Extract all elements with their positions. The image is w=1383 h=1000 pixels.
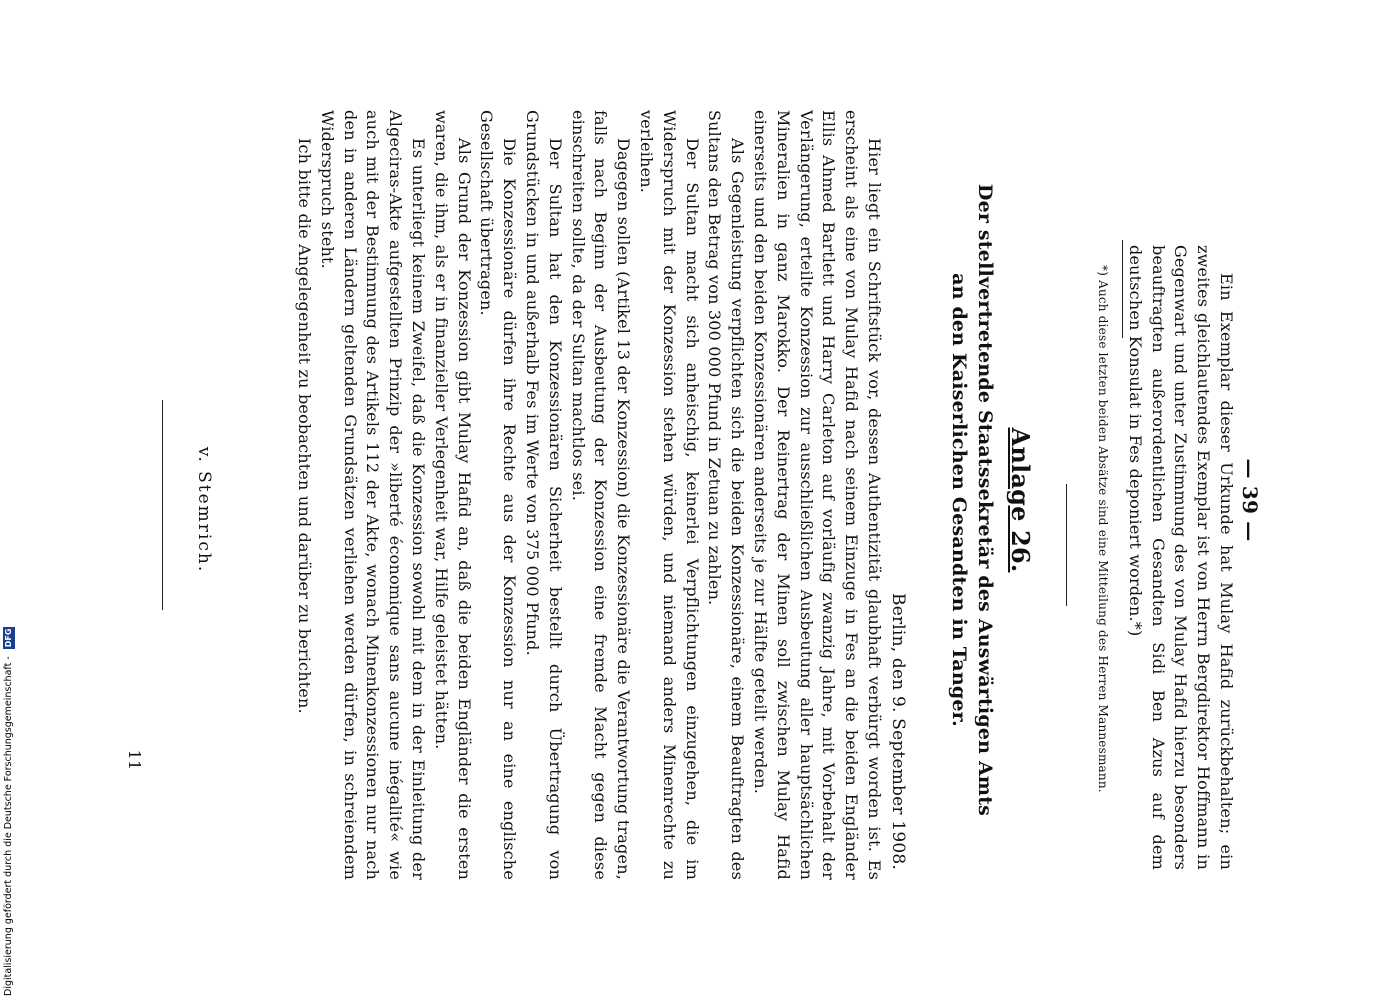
scan-credit-label: Digitalisierung gefördert durch die Deutsche Forschungsgemeinschaft -: [3, 656, 14, 996]
footnote-divider: [1122, 240, 1123, 338]
paragraph-8: Es unterliegt keinem Zweifel, daß die Konzession sowohl mit dem in der Einleitung der Algeciras-Akte aufgestellten Prinzip der »liberté économique sans aucune inégalité« wie auch mit der Bestimmung des Artikels 112 der Akte, wonach Minenkonzessionen nur nach den in anderen Ländern geltenden Grundsätzen verliehen werden dürfen, in schreiendem Widerspruch steht.: [317, 110, 429, 880]
sheet-number: 11: [125, 749, 144, 771]
paragraph-9: Ich bitte die Angelegenheit zu beobachten und darüber zu berichten.: [295, 138, 315, 714]
annex-subtitle-line-1: Der stellvertretende Staatssekretär des Auswärtigen Amts: [974, 183, 996, 817]
letter-body: [292, 110, 885, 880]
scan-credit-text: [0, 604, 18, 996]
paragraph-5: Der Sultan hat den Konzessionären Sicherheit bestellt durch Übertragung von Grundstücken in und außerhalb Fes im Werte von 375 000 Pfund.: [523, 110, 565, 880]
paragraph-4: Dagegen sollen (Artikel 13 der Konzession) die Konzessionäre die Verantwortung tragen, falls nach Beginn der Ausbeutung der Konzession eine fremde Macht gegen diese einschreiten sollte, da der Sultan machtlos sei.: [568, 110, 634, 880]
scan-credit: [0, 604, 18, 996]
dfg-logo-icon: DFG: [3, 628, 13, 648]
paragraph-6: Die Konzessionäre dürfen ihre Rechte aus der Konzession nur an eine englische Gesellschaft übertragen.: [477, 110, 520, 880]
page-number: — 39 —: [1238, 458, 1262, 542]
annex-subtitle-line-2: an den Kaiserlichen Gesandten in Tanger.: [948, 273, 970, 727]
intro-paragraph: Ein Exemplar dieser Urkunde hat Mulay Hafid zurückbehalten; ein zweites gleichlautendes Exemplar ist von Herrn Bergdirektor Hoffmann in Gegenwart und unter Zustimmung des von Mulay Hafid hierzu besonders beauftragten außerordentlichen Gesandten Sidi Ben Azus auf dem deutschen Konsulat in Fes deponiert worden.*): [1125, 245, 1236, 870]
place-date: Berlin, den 9. September 1908.: [888, 593, 908, 870]
paragraph-7: Als Grund der Konzession gibt Mulay Hafid an, daß die beiden Engländer die ersten waren, die ihm, als er in finanzieller Verlegenheit war, Hilfe geleistet hätten.: [431, 110, 474, 880]
annex-title: Anlage 26.: [1006, 427, 1035, 573]
paragraph-2: Als Gegenleistung verpflichten sich die beiden Konzessionäre, einem Beauftragten des Sultans den Betrag von 300 000 Pfund in Zetuan zu zahlen.: [705, 110, 748, 880]
paragraph-3: Der Sultan macht sich anheischig, keinerlei Verpflichtungen einzugehen, die im Widerspruch mit der Konzession stehen würden, und niemand anders Minenrechte zu verleihen.: [637, 110, 702, 880]
section-divider: [1066, 484, 1067, 606]
signature: v. Stemrich.: [194, 446, 214, 574]
paragraph-1: Hier liegt ein Schriftstück vor, dessen Authentizität glaubhaft verbürgt worden ist. Es erscheint als eine von Mulay Hafid nach seinem Einzuge in Fes an die beiden Engländer Ellis Ahmed Bartlett und Harry Carleton auf vorläufig zwanzig Jahre, mit Vorbehalt der Verlängerung, erteilte Konzession zur ausschließlichen Ausbeutung aller hauptsächlichen Mineralien in ganz Marokko. Der Reinertrag der Minen soll zwischen Mulay Hafid einerseits und den beiden Konzessionären anderseits je zur Hälfte geteilt werden.: [751, 110, 884, 880]
footnote: *) Auch diese letzten beiden Absätze sind eine Mitteilung des Herren Mannesmann.: [1096, 265, 1110, 793]
closing-divider: [162, 400, 163, 610]
